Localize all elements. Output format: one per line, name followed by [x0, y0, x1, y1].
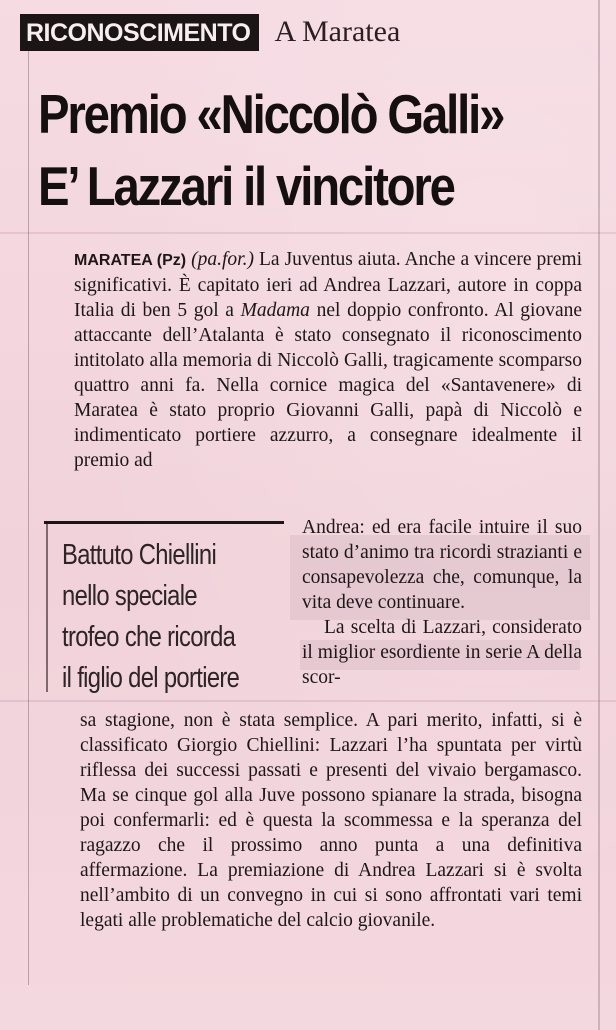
lead-text-continued: nel doppio confronto. Al giovane attaccante dell’Atalanta è stato consegnato il riconoscimento intitolato alla memoria di Niccolò Galli, tragicamente scomparso quattro anni fa. Nella cornice magica del «Santavenere» di Maratea è stato proprio Giovanni Galli, papà di Niccolò e indimenticato portiere azzurro, a consegnare idealmente il premio ad	[74, 300, 583, 471]
paper-fold	[0, 700, 616, 702]
clipping-left-edge	[28, 30, 29, 985]
article-column-narrow	[302, 515, 582, 690]
clipping-right-edge	[598, 0, 600, 1030]
pullquote-rule	[44, 521, 284, 524]
paper-fold	[0, 232, 616, 234]
pullquote-bar	[46, 522, 48, 692]
dateline: MARATEA (Pz)	[74, 252, 187, 269]
paragraph: La scelta di Lazzari, considerato il miglior esordiente in serie A della scor-	[302, 617, 582, 688]
lead-emphasis: Madama	[240, 300, 310, 321]
kicker-label: RICONOSCIMENTO	[20, 14, 259, 51]
pullquote	[62, 535, 259, 699]
pullquote-line: Battuto Chiellini	[62, 539, 217, 571]
headline-line-2: E’ Lazzari il vincitore	[38, 155, 454, 217]
pullquote-line: nello speciale	[62, 580, 197, 612]
pullquote-line: trofeo che ricorda	[62, 621, 236, 653]
author-signature: (pa.for.)	[191, 249, 254, 270]
headline-line-1: Premio «Niccolò Galli»	[38, 83, 504, 145]
paragraph: Andrea: ed era facile intuire il suo stato d’animo tra ricordi strazianti e consapevolezza che, comunque, la vita deve continuare.	[302, 517, 582, 613]
section-kicker	[20, 12, 400, 52]
kicker-place: A Maratea	[274, 15, 401, 48]
paragraph: sa stagione, non è stata semplice. A pari merito, infatti, si è classificato Giorgio Chiellini: Lazzari l’ha spuntata per virtù riflessa dei successi passati e presenti del vivaio bergamasco. Ma se cinque gol alla Juve possono spianare la strada, bisogna poi confermarli: ed è questa la scommessa e la speranza del ragazzo che il prossimo anno punta a una definitiva affermazione. La premiazione di Andrea Lazzari si è svolta nell’ambito di un convegno in cui si sono affrontati vari temi legati alle problematiche del calcio giovanile.	[80, 710, 582, 931]
lead-text: La Juventus aiuta. Anche a vincere premi significativi. È capitato ieri ad Andrea Lazzari, autore in coppa Italia di ben 5 gol a	[74, 249, 583, 321]
headline	[38, 78, 520, 222]
article-column-wide	[80, 708, 582, 933]
pullquote-line: il figlio del portiere	[62, 662, 240, 694]
article-lead	[74, 247, 582, 473]
